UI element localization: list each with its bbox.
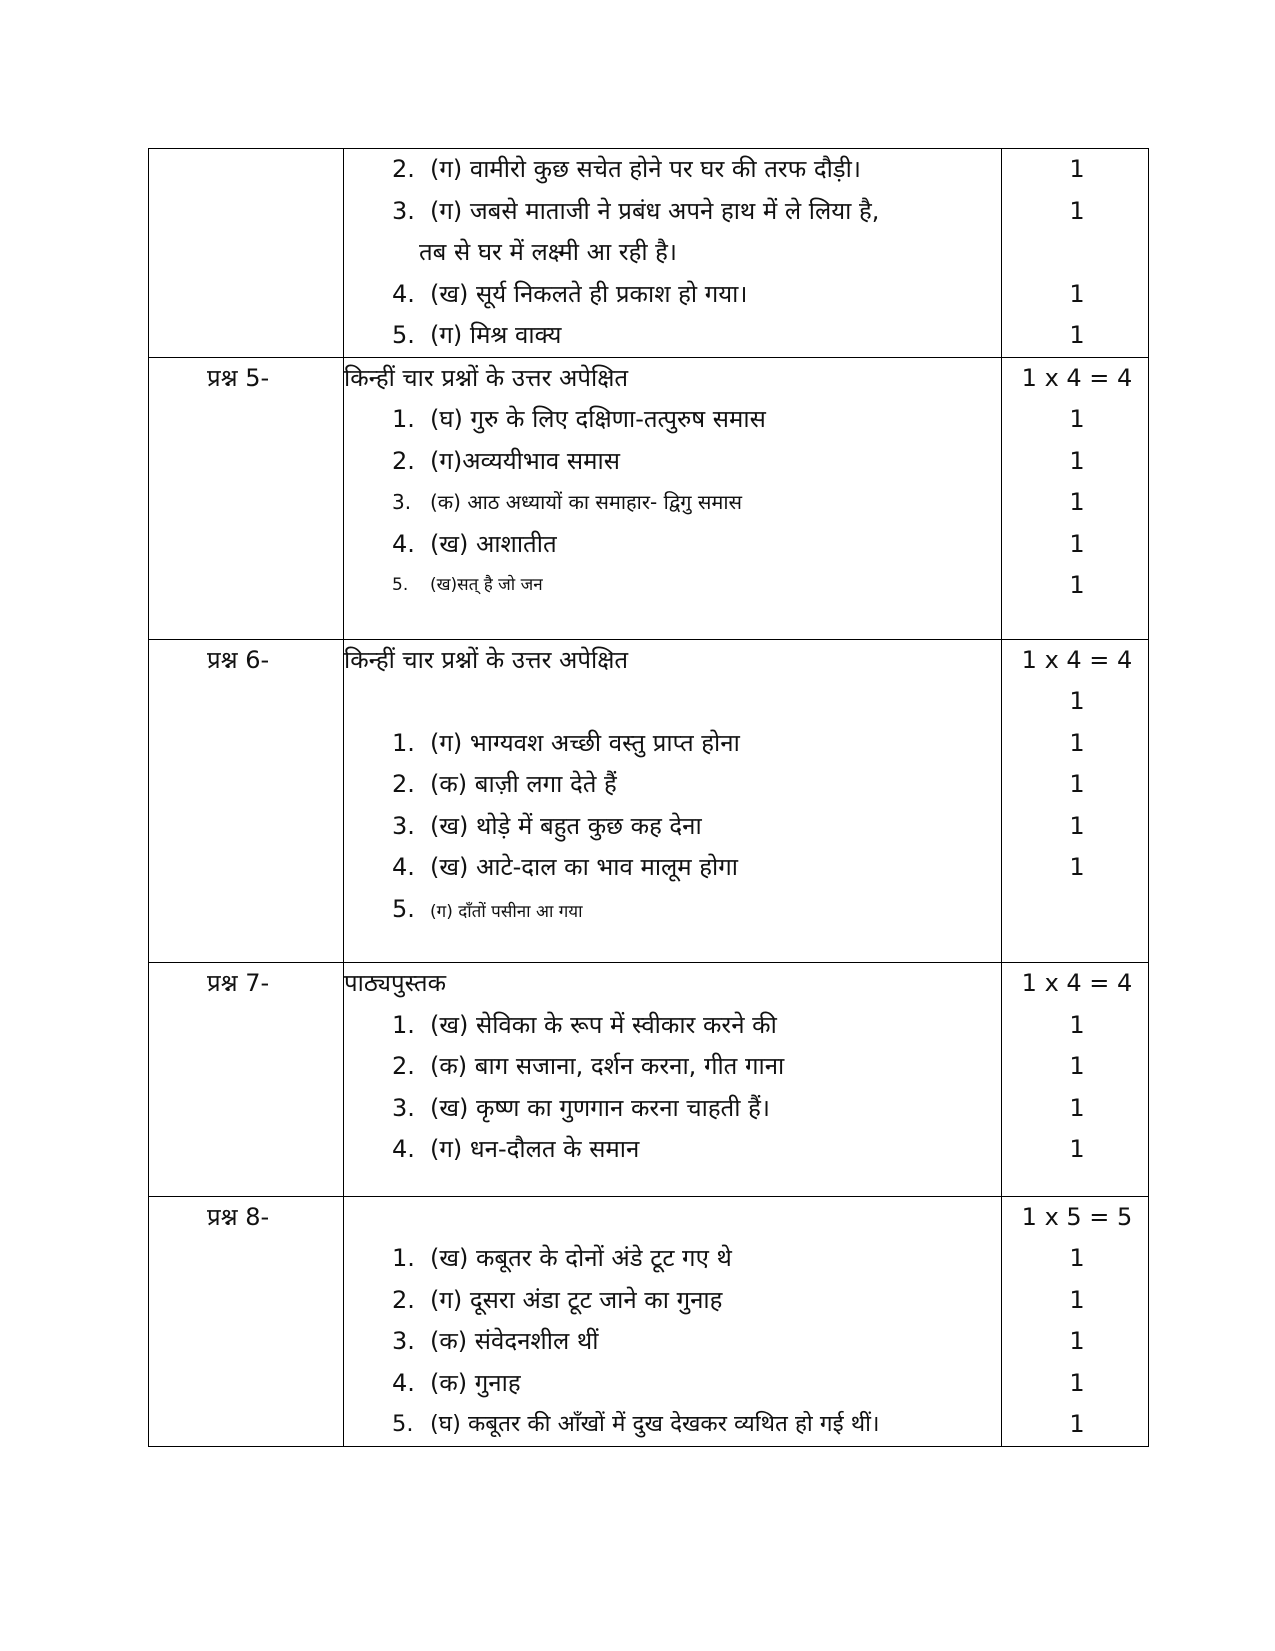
answer-item: 3. (क) संवेदनशील थीं <box>392 1327 599 1355</box>
item-mark: 1 <box>1069 321 1085 349</box>
answer-item: 5. (ग) मिश्र वाक्य <box>392 321 562 349</box>
question-label-cell <box>149 149 344 358</box>
marks-cell <box>1002 963 1149 1197</box>
answer-content-cell <box>344 1196 1002 1446</box>
item-mark: 1 <box>1069 687 1085 715</box>
answer-row-q6 <box>149 639 1149 963</box>
answer-row-q5 <box>149 357 1149 639</box>
item-mark: 1 <box>1069 770 1085 798</box>
answer-item: 1. (ग) भाग्यवश अच्छी वस्तु प्राप्त होना <box>392 728 740 757</box>
answer-item: 2. (ग)अव्ययीभाव समास <box>392 446 620 475</box>
answer-key-table <box>148 148 1149 1447</box>
item-mark: 1 <box>1069 529 1085 558</box>
answer-item: 3. (ग) जबसे माताजी ने प्रबंध अपने हाथ में ले लिया है, <box>392 196 880 225</box>
item-mark: 1 <box>1069 1244 1085 1272</box>
question-label-cell <box>149 639 344 963</box>
question-label-cell <box>149 963 344 1197</box>
marks-total: 1 x 4 = 4 <box>1021 969 1133 997</box>
item-mark: 1 <box>1069 811 1085 840</box>
answer-row-q4-continued <box>149 149 1149 358</box>
answer-item: 3. (ख) थोड़े में बहुत कुछ कह देना <box>392 811 702 840</box>
answer-item: 5. (घ) कबूतर की आँखों में दुख देखकर व्यथित हो गई थीं। <box>392 1411 880 1437</box>
answer-content-cell <box>344 149 1002 358</box>
item-mark: 1 <box>1069 853 1085 881</box>
item-mark: 1 <box>1069 571 1085 599</box>
answer-item: 1. (ख) कबूतर के दोनों अंडे टूट गए थे <box>392 1244 732 1272</box>
answer-item: 4. (ख) आशातीत <box>392 529 557 558</box>
question-label: प्रश्न 7- <box>207 969 270 997</box>
answer-content-cell <box>344 963 1002 1197</box>
question-label: प्रश्न 6- <box>207 645 270 674</box>
item-mark: 1 <box>1069 446 1085 475</box>
answer-item: 2. (क) बाग सजाना, दर्शन करना, गीत गाना <box>392 1052 785 1080</box>
item-mark: 1 <box>1069 1135 1085 1163</box>
item-mark: 1 <box>1069 1410 1085 1438</box>
answer-item-continuation: तब से घर में लक्ष्मी आ रही है। <box>419 238 678 266</box>
answer-item: 5. (ख)सत् है जो जन <box>392 575 543 595</box>
answer-item: 4. (ख) सूर्य निकलते ही प्रकाश हो गया। <box>392 279 748 308</box>
answer-content-cell <box>344 639 1002 963</box>
item-mark: 1 <box>1069 279 1085 308</box>
question-heading: पाठ्यपुस्तक <box>344 969 447 997</box>
item-mark: 1 <box>1069 1052 1085 1080</box>
item-mark: 1 <box>1069 405 1085 433</box>
answer-item: 4. (क) गुनाह <box>392 1368 521 1397</box>
item-mark: 1 <box>1069 1093 1085 1122</box>
question-label-cell <box>149 357 344 639</box>
question-label: प्रश्न 8- <box>207 1202 270 1231</box>
marks-cell <box>1002 639 1149 963</box>
answer-item: 3. (क) आठ अध्यायों का समाहार- द्विगु समास <box>392 490 743 514</box>
item-mark: 1 <box>1069 196 1085 225</box>
item-mark: 1 <box>1069 488 1085 516</box>
answer-item: 4. (ख) आटे-दाल का भाव मालूम होगा <box>392 853 738 881</box>
question-heading: किन्हीं चार प्रश्नों के उत्तर अपेक्षित <box>344 645 629 674</box>
answer-item: 4. (ग) धन-दौलत के समान <box>392 1135 640 1163</box>
marks-cell <box>1002 1196 1149 1446</box>
marks-total: 1 x 4 = 4 <box>1021 363 1133 392</box>
marks-total: 1 x 4 = 4 <box>1021 645 1133 674</box>
answer-item: 3. (ख) कृष्ण का गुणगान करना चाहती हैं। <box>392 1093 770 1122</box>
question-label: प्रश्न 5- <box>207 363 270 392</box>
answer-row-q8 <box>149 1196 1149 1446</box>
answer-item: 5. (ग) दाँतों पसीना आ गया <box>392 894 583 923</box>
answer-item: 1. (घ) गुरु के लिए दक्षिणा-तत्पुरुष समास <box>392 405 766 433</box>
item-mark: 1 <box>1069 1285 1085 1314</box>
question-label-cell <box>149 1196 344 1446</box>
answer-row-q7 <box>149 963 1149 1197</box>
item-mark: 1 <box>1069 155 1085 183</box>
question-heading: किन्हीं चार प्रश्नों के उत्तर अपेक्षित <box>344 363 629 392</box>
item-mark: 1 <box>1069 728 1085 757</box>
marks-cell <box>1002 357 1149 639</box>
marks-total: 1 x 5 = 5 <box>1021 1202 1133 1231</box>
answer-content-cell <box>344 357 1002 639</box>
answer-item: 2. (ग) वामीरो कुछ सचेत होने पर घर की तरफ दौड़ी। <box>392 155 861 183</box>
answer-item: 2. (ग) दूसरा अंडा टूट जाने का गुनाह <box>392 1285 723 1314</box>
answer-item: 1. (ख) सेविका के रूप में स्वीकार करने की <box>392 1010 777 1039</box>
item-mark: 1 <box>1069 1368 1085 1397</box>
item-mark: 1 <box>1069 1010 1085 1039</box>
marks-cell <box>1002 149 1149 358</box>
answer-item: 2. (क) बाज़ी लगा देते हैं <box>392 770 617 798</box>
question-heading <box>344 1197 1001 1239</box>
item-mark: 1 <box>1069 1327 1085 1355</box>
